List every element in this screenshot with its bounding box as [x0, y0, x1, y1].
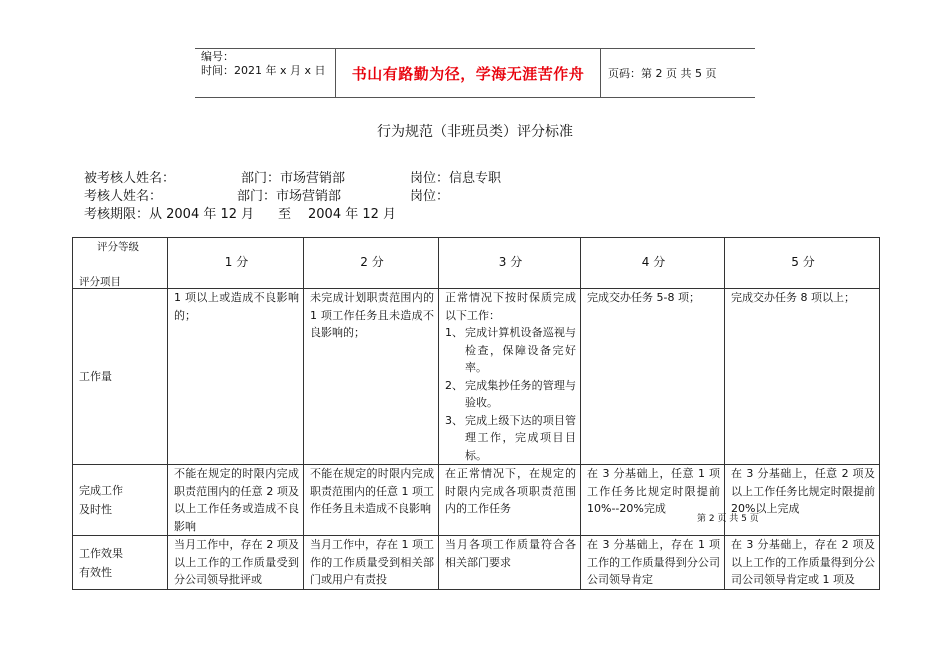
list-item-number: 3、: [445, 413, 463, 427]
grade-header: 3 分: [439, 238, 581, 289]
grade-cell: [439, 536, 581, 590]
assessee-department: 部门：市场营销部: [241, 171, 346, 186]
period-from: 考核期限：从 2004 年 12 月: [84, 207, 255, 222]
grade-cell: [304, 536, 439, 590]
grade-cell-text: 在 3 分基础上，存在 2 项及以上工作的工作质量得到分公司公司领导肯定或 1 项及: [731, 538, 875, 586]
grade-cell-text: 在 3 分基础上，存在 1 项工作的工作质量得到分公司公司领导肯定: [587, 538, 720, 586]
page-footer-number: 第 2 页 共 5 页: [697, 514, 759, 524]
grading-table: [72, 237, 880, 590]
grade-cell: 完成交办任务 5-8 项；: [581, 289, 725, 465]
period-to: 2004 年 12 月: [308, 207, 397, 222]
list-item-text: 完成集抄任务的管理与验收。: [465, 378, 576, 409]
list-item-text: 完成上级下达的项目管理工作，完成项目目标。: [465, 413, 576, 462]
list-item: [445, 324, 576, 377]
header-motto: 书山有路勤为径，学海无涯苦作舟: [351, 65, 585, 83]
row-item-label-line: 完成工作: [79, 484, 123, 497]
header-meta: [201, 50, 326, 78]
table-header-row: [73, 238, 880, 289]
row-item-label: [73, 465, 168, 536]
grade-cell: [168, 536, 304, 590]
assessor-post: 岗位：: [410, 189, 450, 204]
grade-cell: 1 项以上或造成不良影响的；: [168, 289, 304, 465]
grade-cell: 在正常情况下，在规定的时限内完成各项职责范围内的工作任务: [439, 465, 581, 536]
grade-cell: [581, 536, 725, 590]
assessee-name-label: 被考核人姓名：: [84, 171, 176, 186]
grade-cell-intro: 正常情况下按时保质完成以下工作：: [445, 291, 576, 322]
list-item-number: 1、: [445, 326, 463, 339]
grade-cell: 不能在规定的时限内完成职责范围内的任意 2 项及以上工作任务或造成不良影响: [168, 465, 304, 536]
page-title: 行为规范（非班员类）评分标准: [377, 124, 573, 140]
grade-header: 2 分: [304, 238, 439, 289]
grade-cell: 在 3 分基础上，任意 2 项及以上工作任务比规定时限提前 20%以上完成: [725, 465, 880, 536]
grade-cell: [725, 536, 880, 590]
grade-header: 1 分: [168, 238, 304, 289]
grade-cell: 未完成计划职责范围内的 1 项工作任务且未造成不良影响的；: [304, 289, 439, 465]
number-label: 编号：: [201, 50, 234, 63]
header-divider: [600, 49, 601, 97]
grade-cell: 不能在规定的时限内完成职责范围内的任意 1 项工作任务且未造成不良影响: [304, 465, 439, 536]
grade-cell: 完成交办任务 8 项以上；: [725, 289, 880, 465]
table-row: [73, 465, 880, 536]
grade-cell: [439, 289, 581, 465]
corner-item-label: 评分项目: [79, 276, 121, 288]
list-item-text: 完成计算机设备巡视与检查，保障设备完好率。: [465, 326, 576, 374]
corner-cell: [73, 238, 168, 289]
list-item: [445, 377, 576, 412]
assessor-department: 部门：市场营销部: [237, 189, 342, 204]
row-item-label: 工作量: [73, 289, 168, 465]
corner-grade-label: 评分等级: [97, 241, 139, 253]
assessor-name-label: 考核人姓名：: [84, 189, 163, 204]
document-header: [195, 48, 755, 98]
grade-cell-text: 当月各项工作质量符合各相关部门要求: [445, 538, 576, 569]
grade-cell: 在 3 分基础上，任意 1 项工作任务比规定时限提前 10%--20%完成: [581, 465, 725, 536]
page-number: 页码：第 2 页 共 5 页: [608, 67, 717, 80]
grade-cell-text: 当月工作中，存在 1 项工作的工作质量受到相关部门或用户有责投: [310, 538, 434, 586]
grade-header: 5 分: [725, 238, 880, 289]
row-item-label: [73, 536, 168, 590]
row-item-label-line: 及时性: [79, 503, 112, 516]
assessee-post: 岗位：信息专职: [410, 171, 502, 186]
time-label: 时间：2021 年 x 月 x 日: [201, 64, 326, 77]
table-row: [73, 289, 880, 465]
list-item-number: 2、: [445, 378, 463, 392]
row-item-label-line: 工作效果: [79, 546, 123, 560]
grade-cell-text: 当月工作中，存在 2 项及以上工作的工作质量受到分公司领导批评或: [174, 538, 299, 586]
list-item: [445, 412, 576, 465]
period-to-word: 至: [278, 207, 292, 222]
row-item-label-line: 有效性: [79, 565, 112, 579]
table-row: [73, 536, 880, 590]
grade-header: 4 分: [581, 238, 725, 289]
